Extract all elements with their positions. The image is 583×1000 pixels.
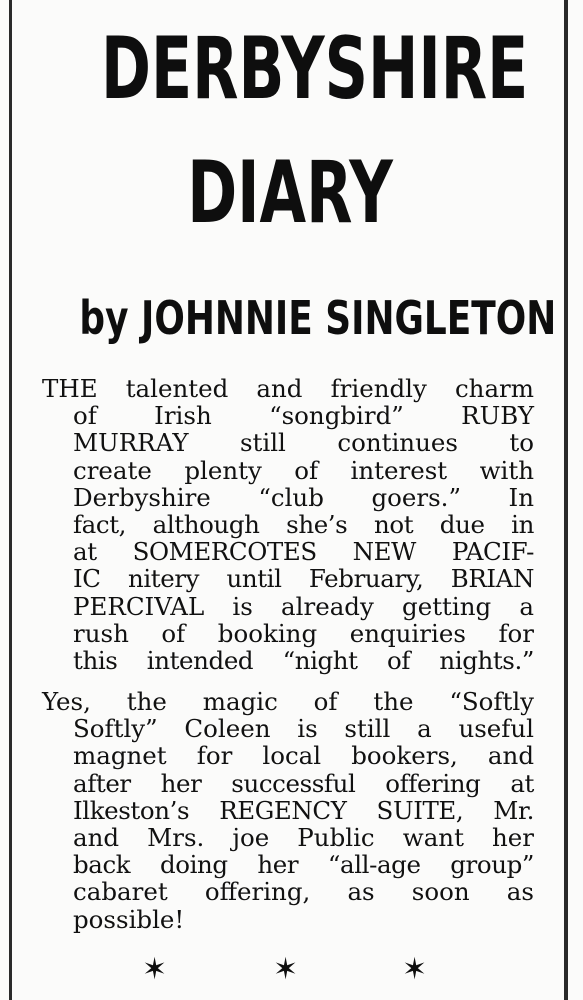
paragraph-line: IC nitery until February, BRIAN	[73, 564, 534, 594]
paragraph-line: this intended “night of nights.”	[73, 646, 534, 676]
paragraph-line: THE talented and friendly charm	[42, 374, 534, 403]
star-icon: ✶	[142, 952, 168, 987]
byline: by JOHNNIE SINGLETON	[79, 291, 557, 345]
paragraph-line: Yes, the magic of the “Softly	[42, 687, 534, 716]
paragraph-line: back doing her “all-age group”	[73, 850, 534, 880]
paragraph-line: create plenty of interest with	[73, 455, 534, 485]
star-icon: ✶	[273, 952, 299, 987]
paragraph-line: at SOMERCOTES NEW PACIF-	[73, 537, 534, 567]
paragraph-line: of Irish “songbird” RUBY	[73, 401, 534, 431]
paragraph-line: after her successful offering at	[73, 768, 534, 798]
paragraph-line: cabaret offering, as soon as	[73, 877, 534, 907]
paragraph-line: possible!	[73, 904, 185, 934]
headline-line-2: DIARY	[187, 143, 393, 243]
headline-line-1: DERBYSHIRE	[101, 19, 529, 119]
paragraph-line: Ilkeston’s REGENCY SUITE, Mr.	[73, 795, 534, 825]
paragraph-line: PERCIVAL is already getting a	[73, 591, 534, 621]
paragraph-line: fact, although she’s not due in	[73, 510, 534, 540]
paragraph-line: Derbyshire “club goers.” In	[73, 482, 534, 512]
paragraph-line: Softly” Coleen is still a useful	[73, 714, 534, 744]
section-separator	[0, 952, 583, 991]
paragraph-1	[42, 375, 534, 674]
paragraph-line: rush of booking enquiries for	[73, 618, 534, 648]
right-column-rule	[564, 0, 568, 1000]
paragraph-line: and Mrs. joe Public want her	[73, 823, 534, 853]
paragraph-2	[42, 688, 534, 933]
left-column-rule	[9, 0, 12, 1000]
star-icon: ✶	[402, 952, 428, 987]
paragraph-line: MURRAY still continues to	[73, 428, 534, 458]
paragraph-line: magnet for local bookers, and	[73, 741, 534, 771]
